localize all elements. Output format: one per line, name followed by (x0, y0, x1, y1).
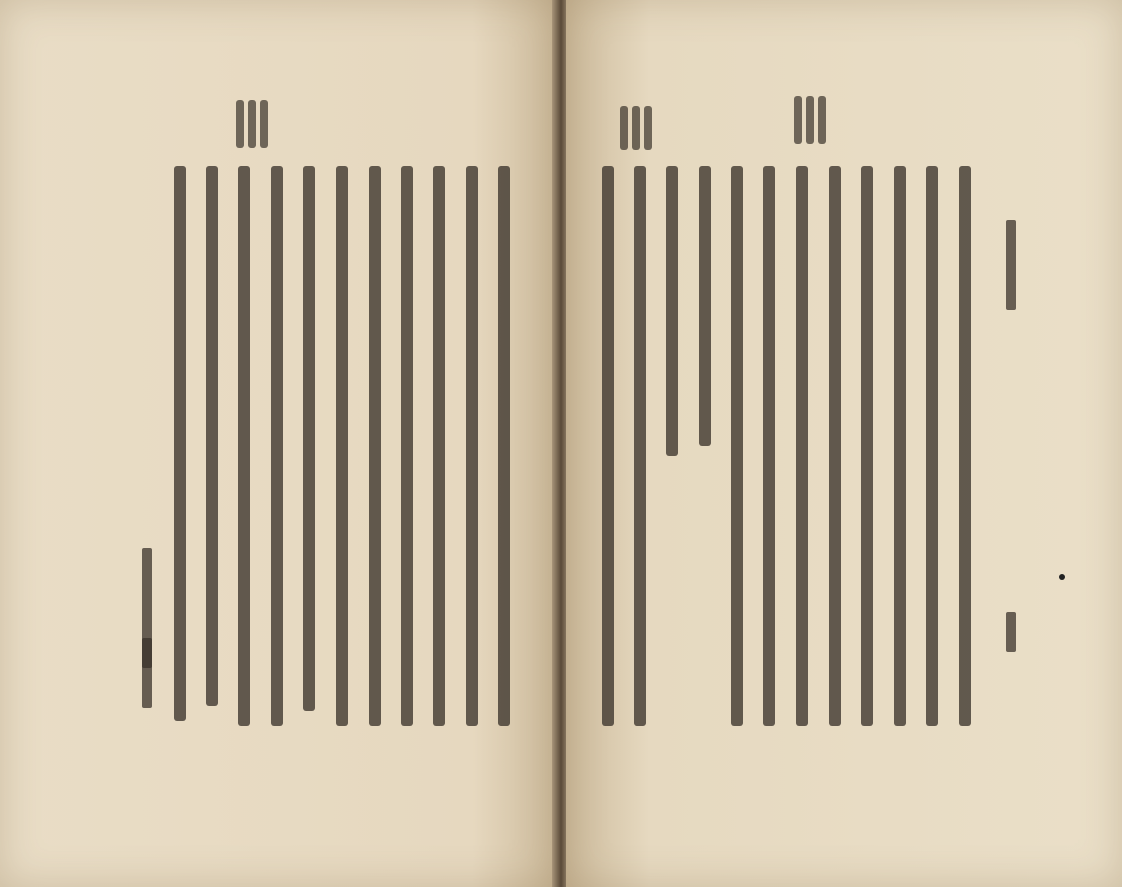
text-column (336, 166, 348, 726)
margin-note (794, 96, 802, 144)
margin-note (620, 106, 628, 150)
text-column (369, 166, 381, 726)
left-running-header (142, 548, 152, 708)
margin-note (632, 106, 640, 150)
text-column (666, 166, 678, 456)
text-column (959, 166, 971, 726)
text-column (634, 166, 646, 726)
margin-note (236, 100, 244, 148)
text-column (466, 166, 478, 726)
margin-note (806, 96, 814, 144)
left-page-number-bottom (142, 638, 152, 668)
right-page (566, 0, 1122, 887)
text-column (401, 166, 413, 726)
text-column (303, 166, 315, 711)
text-column (206, 166, 218, 706)
text-column (699, 166, 711, 446)
margin-note (818, 96, 826, 144)
text-column (731, 166, 743, 726)
text-column (498, 166, 510, 726)
text-column (894, 166, 906, 726)
right-page-number (1006, 612, 1016, 652)
text-column (861, 166, 873, 726)
text-column (763, 166, 775, 726)
text-column (174, 166, 186, 721)
margin-note (248, 100, 256, 148)
text-column (433, 166, 445, 726)
text-column (926, 166, 938, 726)
text-column (796, 166, 808, 726)
text-column (602, 166, 614, 726)
text-column (271, 166, 283, 726)
right-running-header (1006, 220, 1016, 310)
left-page (0, 0, 556, 887)
text-column (238, 166, 250, 726)
margin-note (644, 106, 652, 150)
margin-note (260, 100, 268, 148)
ink-spot (1059, 574, 1065, 580)
text-column (829, 166, 841, 726)
